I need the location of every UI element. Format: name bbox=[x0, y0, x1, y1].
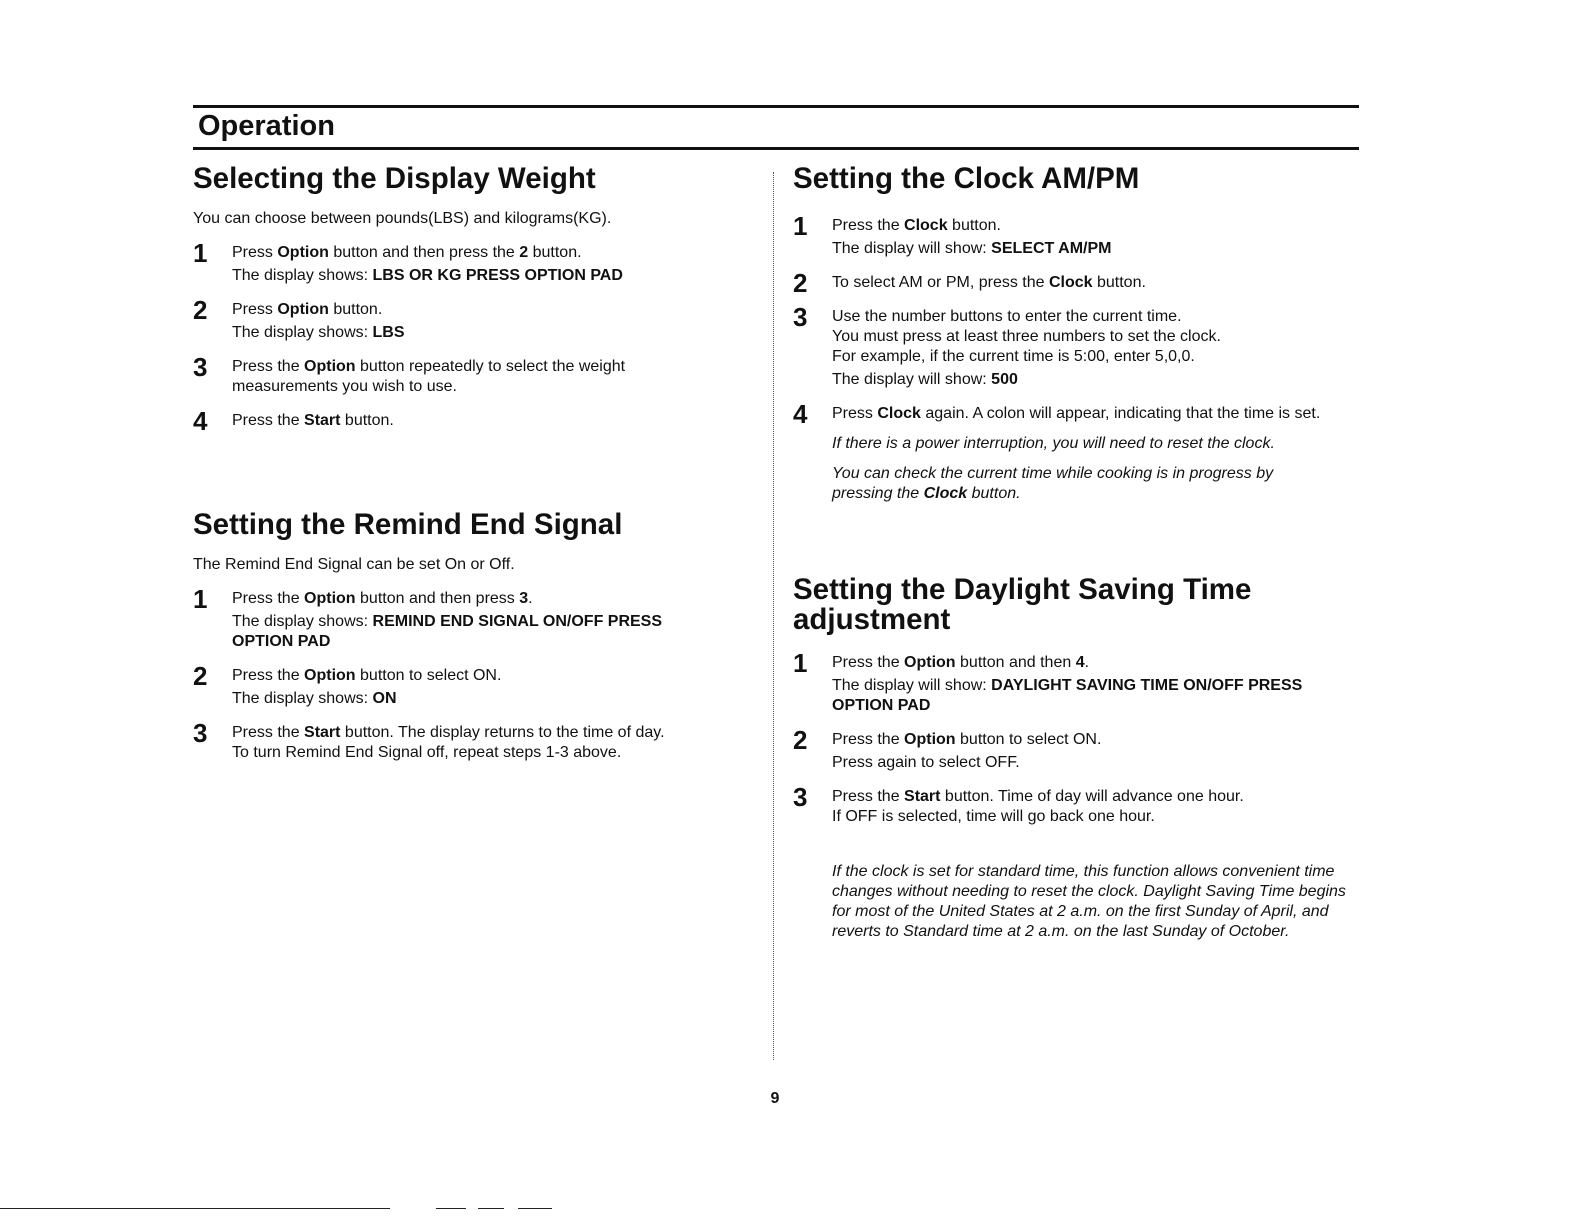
step-3 bbox=[793, 302, 1363, 390]
step-number: 3 bbox=[793, 302, 808, 332]
step-4 bbox=[193, 406, 753, 436]
section-title: Setting the Remind End Signal bbox=[193, 508, 623, 541]
step-number: 2 bbox=[793, 268, 808, 298]
step-display-readout: The display shows: ON bbox=[232, 690, 397, 707]
section-display-weight bbox=[193, 162, 753, 436]
step-instruction: Press the Start button. The display returns to the time of day. bbox=[232, 724, 665, 741]
step-followup: If OFF is selected, time will go back one hour. bbox=[832, 808, 1155, 825]
step-instruction: Press the Option button and then 4. bbox=[832, 654, 1090, 671]
step-display-readout: The display shows: REMIND END SIGNAL ON/OFF PRESS OPTION PAD bbox=[232, 613, 663, 650]
step-display-readout: The display will show: SELECT AM/PM bbox=[832, 240, 1112, 257]
step-3 bbox=[193, 718, 753, 763]
step-instruction: Press the Option button repeatedly to select the weight measurements you wish to use. bbox=[232, 358, 626, 395]
step-display-readout: The display shows: LBS bbox=[232, 324, 405, 341]
step-1 bbox=[793, 211, 1363, 259]
section-daylight-saving bbox=[793, 575, 1363, 942]
step-1 bbox=[193, 238, 753, 286]
step-2 bbox=[193, 661, 753, 709]
step-display-readout: The display will show: DAYLIGHT SAVING TIME ON/OFF PRESS OPTION PAD bbox=[832, 677, 1303, 714]
step-number: 3 bbox=[793, 782, 808, 812]
step-display-readout: The display will show: 500 bbox=[832, 371, 1018, 388]
dst-note: If the clock is set for standard time, this function allows convenient time changes without needing to reset the clock. Daylight Saving Time begins for most of the United States at 2 a.m. on the first Sunday of April, and reverts to Standard time at 2 a.m. on the last Sunday of October. bbox=[832, 863, 1346, 940]
scan-edge-line bbox=[436, 1208, 466, 1209]
step-number: 2 bbox=[793, 725, 808, 755]
chapter-title: Operation bbox=[198, 110, 335, 142]
step-instruction: Press Option button and then press the 2 button. bbox=[232, 244, 582, 261]
header-rule-bottom bbox=[193, 147, 1359, 150]
step-number: 1 bbox=[793, 648, 808, 678]
step-3 bbox=[193, 352, 753, 397]
section-title: Setting the Clock AM/PM bbox=[793, 162, 1140, 195]
step-instruction: Press the Start button. bbox=[232, 412, 394, 429]
step-number: 4 bbox=[793, 399, 808, 429]
section-intro: You can choose between pounds(LBS) and kilograms(KG). bbox=[193, 210, 612, 227]
section-remind-end-signal bbox=[193, 510, 753, 763]
page-number: 9 bbox=[770, 1090, 780, 1107]
section-clock-ampm bbox=[793, 164, 1363, 504]
step-number: 1 bbox=[193, 584, 208, 614]
step-followup: To turn Remind End Signal off, repeat steps 1-3 above. bbox=[232, 744, 622, 761]
step-number: 1 bbox=[793, 211, 808, 241]
step-instruction: Press Option button. bbox=[232, 301, 383, 318]
step-number: 1 bbox=[193, 238, 208, 268]
step-number: 4 bbox=[193, 406, 208, 436]
section-intro: The Remind End Signal can be set On or Off. bbox=[193, 556, 515, 573]
scan-edge-line bbox=[0, 1208, 390, 1209]
step-number: 2 bbox=[193, 661, 208, 691]
step-instruction: Press the Option button to select ON. bbox=[832, 731, 1102, 748]
step-number: 2 bbox=[193, 295, 208, 325]
step-instruction-line: Use the number buttons to enter the current time. bbox=[832, 308, 1182, 325]
step-number: 3 bbox=[193, 718, 208, 748]
step-instruction: Press the Clock button. bbox=[832, 217, 1001, 234]
scan-edge-line bbox=[478, 1208, 504, 1209]
column-divider bbox=[773, 172, 774, 1060]
step-1 bbox=[793, 648, 1363, 716]
step-instruction: To select AM or PM, press the Clock button. bbox=[832, 274, 1146, 291]
step-2 bbox=[193, 295, 753, 343]
step-2 bbox=[793, 725, 1363, 773]
step-1 bbox=[193, 584, 753, 652]
section-title: Selecting the Display Weight bbox=[193, 162, 596, 195]
step-number: 3 bbox=[193, 352, 208, 382]
power-interruption-note: If there is a power interruption, you will need to reset the clock. bbox=[832, 435, 1275, 452]
step-instruction: Press Clock again. A colon will appear, indicating that the time is set. bbox=[832, 405, 1321, 422]
step-followup: Press again to select OFF. bbox=[832, 754, 1020, 771]
step-instruction-line: For example, if the current time is 5:00, enter 5,0,0. bbox=[832, 348, 1195, 365]
section-title: Setting the Daylight Saving Time adjustment bbox=[793, 573, 1252, 636]
step-display-readout: The display shows: LBS OR KG PRESS OPTION PAD bbox=[232, 267, 623, 284]
step-3 bbox=[793, 782, 1363, 827]
check-time-note: You can check the current time while cooking is in progress by pressing the Clock button. bbox=[832, 465, 1274, 502]
header-rule-top bbox=[193, 105, 1359, 108]
step-instruction: Press the Option button and then press 3. bbox=[232, 590, 533, 607]
scan-edge-line bbox=[518, 1208, 552, 1209]
step-instruction: Press the Start button. Time of day will advance one hour. bbox=[832, 788, 1244, 805]
step-instruction: Press the Option button to select ON. bbox=[232, 667, 502, 684]
step-4 bbox=[793, 399, 1363, 504]
step-2 bbox=[793, 268, 1363, 298]
step-instruction-line: You must press at least three numbers to set the clock. bbox=[832, 328, 1221, 345]
